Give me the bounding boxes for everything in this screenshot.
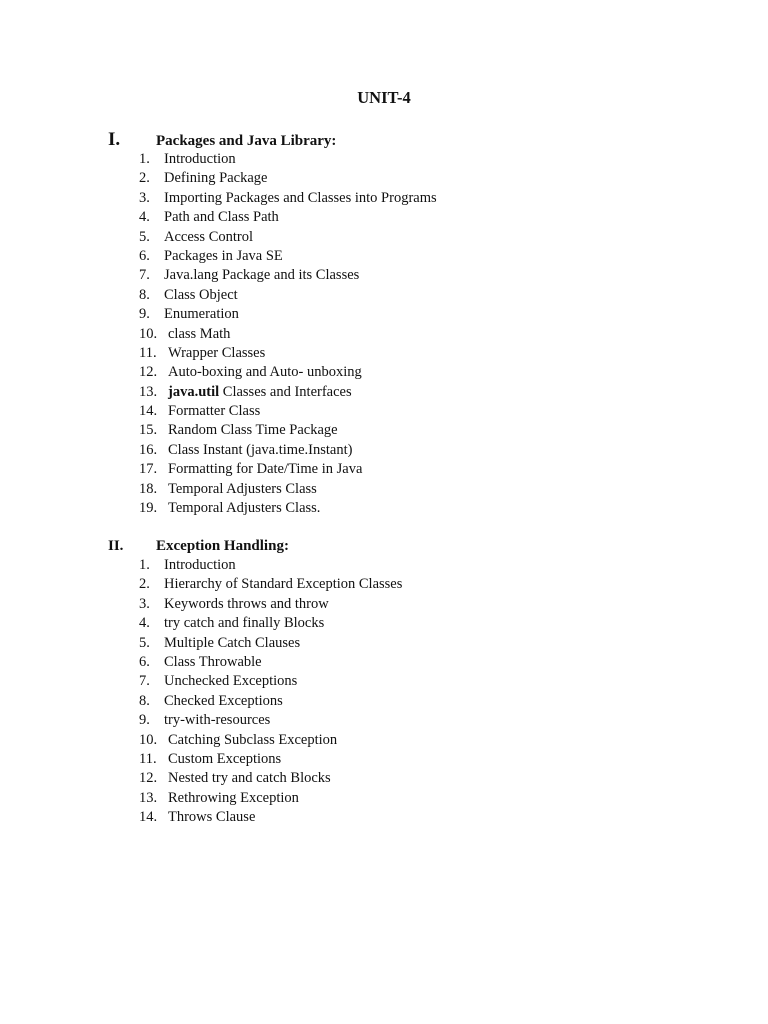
item-text: Introduction bbox=[164, 151, 236, 167]
list-item bbox=[108, 614, 668, 633]
item-number: 17. bbox=[139, 461, 158, 478]
item-number: 13. bbox=[139, 789, 158, 806]
item-text: Importing Packages and Classes into Programs bbox=[164, 189, 437, 206]
item-text: Access Control bbox=[164, 228, 253, 245]
list-item bbox=[108, 266, 668, 285]
item-text: Unchecked Exceptions bbox=[164, 673, 298, 690]
list-item bbox=[108, 169, 668, 188]
item-number: 16. bbox=[139, 441, 158, 458]
item-number: 4. bbox=[139, 615, 150, 632]
item-text: Class Throwable bbox=[164, 653, 262, 670]
item-text: Formatting for Date/Time in Java bbox=[168, 461, 363, 478]
item-text: Multiple Catch Clauses bbox=[164, 634, 301, 651]
item-text: Hierarchy of Standard Exception Classes bbox=[164, 576, 403, 593]
item-number: 2. bbox=[139, 170, 150, 187]
item-number: 12. bbox=[139, 770, 158, 787]
item-number: 10. bbox=[139, 731, 158, 748]
list-item bbox=[108, 731, 668, 750]
section-heading bbox=[108, 536, 668, 556]
item-text: Nested try and catch Blocks bbox=[168, 770, 331, 787]
list-item bbox=[108, 383, 668, 402]
section-heading bbox=[108, 130, 668, 150]
item-number: 3. bbox=[139, 595, 150, 612]
list-item bbox=[108, 247, 668, 266]
unit-title: UNIT-4 bbox=[357, 88, 411, 107]
item-number: 14. bbox=[139, 403, 158, 420]
item-number: 6. bbox=[139, 653, 150, 670]
list-item bbox=[108, 789, 668, 808]
item-number: 11. bbox=[139, 344, 157, 361]
item-text: Temporal Adjusters Class bbox=[168, 480, 317, 497]
item-number: 10. bbox=[139, 325, 158, 342]
topic-list bbox=[108, 556, 668, 827]
item-number: 11. bbox=[139, 750, 157, 767]
item-text: Introduction bbox=[164, 557, 236, 573]
item-text: Enumeration bbox=[164, 306, 239, 323]
item-number: 4. bbox=[139, 209, 150, 226]
item-number: 5. bbox=[139, 634, 150, 651]
list-item bbox=[108, 344, 668, 363]
item-text: Packages in Java SE bbox=[164, 247, 283, 264]
list-item bbox=[108, 402, 668, 421]
item-number: 5. bbox=[139, 228, 150, 245]
section-number: I. bbox=[108, 129, 121, 150]
item-text: Defining Package bbox=[164, 170, 268, 187]
item-number: 13. bbox=[139, 383, 158, 400]
list-item bbox=[108, 441, 668, 460]
item-text: class Math bbox=[168, 325, 231, 342]
list-item bbox=[108, 556, 668, 575]
item-number: 2. bbox=[139, 576, 150, 593]
list-item bbox=[108, 150, 668, 169]
item-text: Auto-boxing and Auto- unboxing bbox=[168, 364, 362, 381]
item-text: Wrapper Classes bbox=[168, 344, 266, 361]
item-text: Class Object bbox=[164, 286, 238, 303]
item-text: Class Instant (java.time.Instant) bbox=[168, 441, 353, 458]
item-number: 7. bbox=[139, 673, 150, 690]
item-text: Throws Clause bbox=[168, 809, 256, 826]
item-text: Path and Class Path bbox=[164, 209, 279, 226]
item-text: Rethrowing Exception bbox=[168, 789, 299, 806]
list-item bbox=[108, 653, 668, 672]
item-number: 12. bbox=[139, 364, 158, 381]
item-number: 9. bbox=[139, 712, 150, 729]
item-text: Formatter Class bbox=[168, 403, 261, 420]
item-text: try-with-resources bbox=[164, 712, 271, 729]
item-number: 15. bbox=[139, 422, 158, 439]
list-item bbox=[108, 711, 668, 730]
item-text: Custom Exceptions bbox=[168, 750, 282, 767]
item-text: try catch and finally Blocks bbox=[164, 615, 325, 632]
list-item bbox=[108, 480, 668, 499]
item-bold-prefix: java.util bbox=[168, 383, 220, 400]
item-text: Catching Subclass Exception bbox=[168, 731, 338, 748]
list-item bbox=[108, 325, 668, 344]
section-title: Packages and Java Library: bbox=[156, 133, 337, 149]
list-item bbox=[108, 305, 668, 324]
item-number: 7. bbox=[139, 267, 150, 284]
list-item bbox=[108, 808, 668, 827]
item-number: 8. bbox=[139, 286, 150, 303]
list-item bbox=[108, 421, 668, 440]
list-item bbox=[108, 575, 668, 594]
list-item bbox=[108, 460, 668, 479]
item-number: 3. bbox=[139, 189, 150, 206]
list-item bbox=[108, 769, 668, 788]
item-number: 8. bbox=[139, 692, 150, 709]
item-text-rest: Classes and Interfaces bbox=[219, 383, 352, 400]
item-number: 14. bbox=[139, 809, 158, 826]
list-item bbox=[108, 499, 668, 518]
item-text: Java.lang Package and its Classes bbox=[164, 267, 360, 284]
item-number: 6. bbox=[139, 247, 150, 264]
item-number: 1. bbox=[139, 151, 150, 167]
list-item bbox=[108, 286, 668, 305]
list-item bbox=[108, 750, 668, 769]
item-text: Keywords throws and throw bbox=[164, 595, 329, 612]
item-number: 18. bbox=[139, 480, 158, 497]
list-item bbox=[108, 634, 668, 653]
list-item bbox=[108, 672, 668, 691]
section-title: Exception Handling: bbox=[156, 538, 289, 554]
section-number: II. bbox=[108, 538, 124, 554]
item-number: 9. bbox=[139, 306, 150, 323]
item-number: 19. bbox=[139, 500, 158, 517]
section-packages bbox=[108, 130, 668, 518]
list-item bbox=[108, 595, 668, 614]
list-item bbox=[108, 189, 668, 208]
list-item bbox=[108, 228, 668, 247]
item-text: Checked Exceptions bbox=[164, 692, 283, 709]
list-item bbox=[108, 692, 668, 711]
list-item bbox=[108, 208, 668, 227]
topic-list bbox=[108, 150, 668, 518]
item-text: Temporal Adjusters Class. bbox=[168, 500, 321, 517]
item-text bbox=[168, 383, 352, 402]
item-number: 1. bbox=[139, 557, 150, 573]
section-exceptions bbox=[108, 536, 668, 827]
list-item bbox=[108, 363, 668, 382]
item-text: Random Class Time Package bbox=[168, 422, 338, 439]
